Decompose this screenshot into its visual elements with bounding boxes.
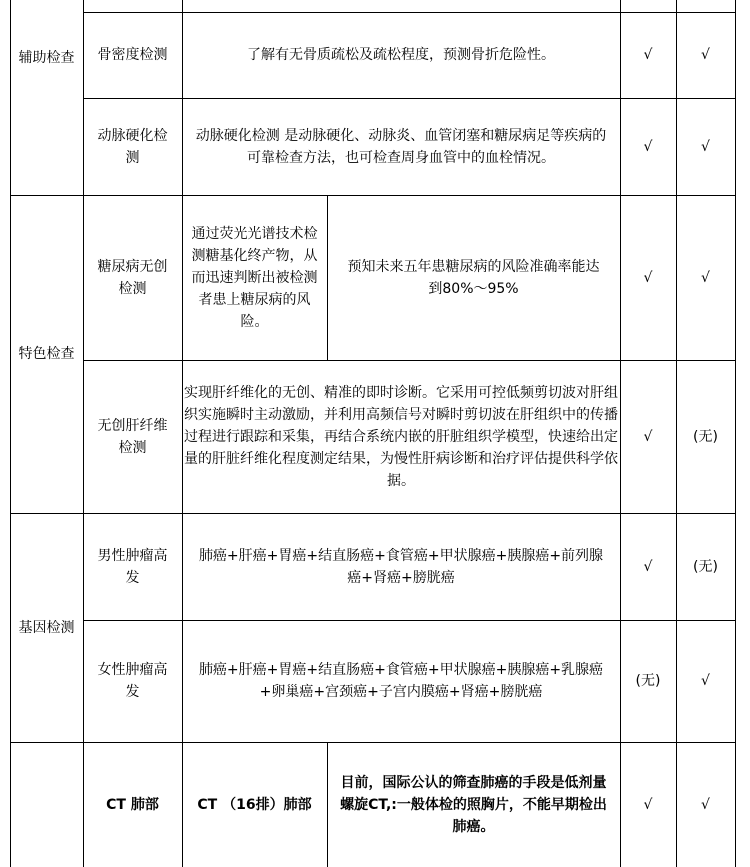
item-name-text: 男性肿瘤高发 xyxy=(97,547,168,586)
item-description xyxy=(327,195,620,360)
item-name-text: 糖尿病无创检测 xyxy=(97,258,168,297)
check-mark: √ xyxy=(701,47,710,63)
item-description xyxy=(182,513,620,620)
category-cell xyxy=(10,742,83,867)
check-cell-b xyxy=(676,620,735,742)
check-mark: √ xyxy=(643,796,653,813)
item-name xyxy=(83,513,182,620)
item-description xyxy=(327,742,620,867)
item-description-text: 肺癌+肝癌+胃癌+结直肠癌+食管癌+甲状腺癌+胰腺癌+前列腺癌+肾癌+膀胱癌 xyxy=(198,547,604,586)
category-label: 特色检查 xyxy=(18,346,75,362)
check-mark: √ xyxy=(701,138,710,155)
check-cell-b xyxy=(676,98,735,195)
item-description xyxy=(182,360,620,513)
item-description-text: 实现肝纤维化的无创、精准的即时诊断。它采用可控低频剪切波对肝组织实施瞬时主动激励，并利用高频信号对瞬时剪切波在肝组织中的传播过程进行跟踪和采集，再结合系统内嵌的肝脏组织学模型，快速给出定量的肝脏纤维化程度测定结果，为慢性肝病诊断和治疗评估提供科学依据。 xyxy=(184,384,618,489)
check-mark: (无) xyxy=(693,558,718,575)
check-cell-b xyxy=(676,742,735,867)
item-description xyxy=(182,12,620,98)
item-name-text: CT 肺部 xyxy=(106,796,159,813)
check-cell-a xyxy=(620,195,676,360)
check-mark: √ xyxy=(643,47,653,63)
check-cell-b xyxy=(676,513,735,620)
check-cell-a xyxy=(620,12,676,98)
check-cell-b xyxy=(676,360,735,513)
item-name xyxy=(83,195,182,360)
item-name xyxy=(83,360,182,513)
item-name xyxy=(83,98,182,195)
check-cell-a xyxy=(620,513,676,620)
item-description-text: 预知未来五年患糖尿病的风险准确率能达到80%～95% xyxy=(347,258,600,297)
check-cell-b xyxy=(676,12,735,98)
category-cell xyxy=(10,195,83,513)
check-cell-a xyxy=(620,742,676,867)
item-name-text: 无创肝纤维检测 xyxy=(97,417,168,456)
check-mark: √ xyxy=(643,428,653,445)
check-mark: √ xyxy=(643,269,653,286)
item-description-text: 肺癌+肝癌+胃癌+结直肠癌+食管癌+甲状腺癌+胰腺癌+乳腺癌+卵巢癌+宫颈癌+子宫内膜癌+肾癌+膀胱癌 xyxy=(198,662,604,700)
item-method-text: 通过荧光光谱技术检测糖基化终产物，从而迅速判断出被检测者患上糖尿病的风险。 xyxy=(191,225,318,330)
grid-line-vertical xyxy=(735,0,736,867)
exam-table xyxy=(10,0,736,867)
category-label: 辅助检查 xyxy=(18,49,75,66)
item-name-text: 动脉硬化检测 xyxy=(97,127,168,166)
check-cell-a xyxy=(620,360,676,513)
item-name-text: 骨密度检测 xyxy=(97,47,168,63)
category-cell xyxy=(10,513,83,742)
item-description-text: 目前，国际公认的筛查肺癌的手段是低剂量螺旋CT,:一般体检的照胸片，不能早期检出肺癌。 xyxy=(340,774,607,835)
category-label: 基因检测 xyxy=(18,619,75,636)
check-mark: √ xyxy=(643,138,653,155)
item-name xyxy=(83,12,182,98)
item-method xyxy=(182,195,327,360)
item-description xyxy=(182,620,620,742)
item-description-text: 了解有无骨质疏松及疏松程度，预测骨折危险性。 xyxy=(247,47,555,63)
item-description-text: 动脉硬化检测 是动脉硬化、动脉炎、血管闭塞和糖尿病足等疾病的可靠检查方法，也可检查周身血管中的血栓情况。 xyxy=(195,127,607,166)
check-mark: (无) xyxy=(635,673,661,689)
check-cell-a xyxy=(620,620,676,742)
check-cell-b xyxy=(676,195,735,360)
item-name-text: 女性肿瘤高发 xyxy=(97,662,168,700)
check-mark: √ xyxy=(701,269,710,286)
item-name xyxy=(83,742,182,867)
check-mark: √ xyxy=(643,558,653,575)
check-mark: √ xyxy=(701,796,710,813)
check-cell-a xyxy=(620,98,676,195)
item-description xyxy=(182,98,620,195)
item-method-text: CT （16排）肺部 xyxy=(197,796,312,813)
item-name xyxy=(83,620,182,742)
check-mark: √ xyxy=(701,673,710,689)
item-method xyxy=(182,742,327,867)
check-mark: (无) xyxy=(693,428,718,445)
category-cell xyxy=(10,0,83,195)
